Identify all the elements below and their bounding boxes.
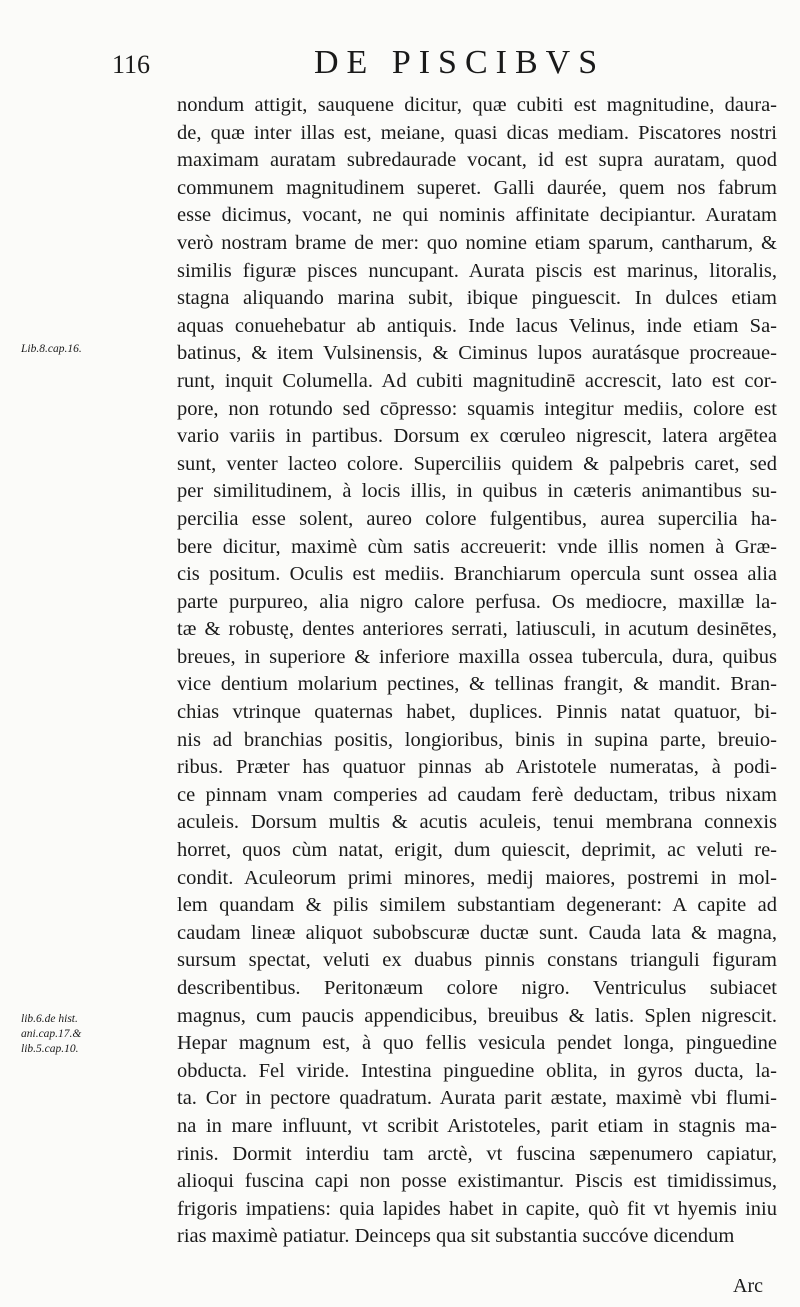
text-line: ta. Cor in pectore quadratum. Aurata parit æstate, maximè vbi flumi- (177, 1087, 777, 1110)
text-line: maximam auratam subredaurade vocant, id est supra auratam, quod (177, 149, 777, 172)
text-line: similis figuræ pisces nuncupant. Aurata piscis est marinus, litoralis, (177, 259, 777, 282)
margin-note: lib.6.de hist. (21, 1013, 78, 1025)
text-line: condit. Aculeorum primi minores, medij maiores, postremi in mol- (177, 866, 777, 889)
margin-note: ani.cap.17.& (21, 1028, 82, 1040)
text-line: frigoris impatiens: quia lapides habet in capite, quò fit vt hyemis iniu (177, 1197, 777, 1220)
text-line: ce pinnam vnam comperies ad caudam ferè deductam, tribus nixam (177, 783, 777, 806)
text-line: nis ad branchias positis, longioribus, binis in supina parte, breuio- (177, 728, 777, 751)
text-line: vario variis in partibus. Dorsum ex cœruleo nigrescit, latera argētea (177, 425, 777, 448)
catchword: Arc (733, 1275, 763, 1297)
text-line: per similitudinem, à locis illis, in quibus in cæteris animantibus su- (177, 480, 777, 503)
margin-note: lib.5.cap.10. (21, 1043, 79, 1055)
text-line: esse dicimus, vocant, ne qui nominis affinitate decipiantur. Auratam (177, 204, 777, 227)
text-line: rinis. Dormit interdiu tam arctè, vt fuscina sæpenumero capiatur, (177, 1142, 777, 1165)
text-line: cis positum. Oculis est mediis. Branchiarum opercula sunt ossea alia (177, 563, 777, 586)
text-line: na in mare influunt, vt scribit Aristoteles, parit etiam in stagnis ma- (177, 1114, 777, 1137)
margin-note: Lib.8.cap.16. (21, 343, 82, 355)
text-line: sunt, venter lacteo colore. Superciliis quidem & palpebris caret, sed (177, 452, 777, 475)
text-line: communem magnitudinem superet. Galli daurée, quem nos fabrum (177, 176, 777, 199)
text-line: de, quæ inter illas est, meiane, quasi dicas mediam. Piscatores nostri (177, 121, 777, 144)
text-line: obducta. Fel viride. Intestina pinguedine oblita, in gyros ducta, la- (177, 1059, 777, 1082)
text-line: vice dentium molarium pectines, & tellinas frangit, & mandit. Bran- (177, 673, 777, 696)
text-line: ribus. Præter has quatuor pinnas ab Aristotele numeratas, à podi- (177, 756, 777, 779)
text-line: percilia esse solent, aureo colore fulgentibus, aurea supercilia ha- (177, 507, 777, 530)
text-line: parte purpureo, alia nigro calore perfusa. Os mediocre, maxillæ la- (177, 590, 777, 613)
page-number: 116 (112, 50, 151, 79)
text-line: batinus, & item Vulsinensis, & Ciminus lupos auratásque procreaue- (177, 342, 777, 365)
text-line: verò nostram brame de mer: quo nomine etiam sparum, cantharum, & (177, 231, 777, 254)
text-line: horret, quos cùm natat, erigit, dum quiescit, deprimit, ac veluti re- (177, 839, 777, 862)
text-line: magnus, cum paucis appendicibus, breuibus & latis. Splen nigrescit. (177, 1004, 777, 1027)
text-line: aculeis. Dorsum multis & acutis aculeis, tenui membrana connexis (177, 811, 777, 834)
text-line: alioqui fuscina capi non posse existimantur. Piscis est timidissimus, (177, 1170, 777, 1193)
text-line: sursum spectat, veluti ex duabus pinnis constans trianguli figuram (177, 949, 777, 972)
text-line: runt, inquit Columella. Ad cubiti magnitudinē accrescit, lato est cor- (177, 369, 777, 392)
text-line: caudam lineæ aliquot subobscuræ ductæ sunt. Cauda lata & magna, (177, 921, 777, 944)
text-line: tæ & robustę, dentes anteriores serrati, latiusculi, in acutum desinētes, (177, 618, 777, 641)
text-line: bere dicitur, maximè cùm satis accreuerit: vnde illis nomen à Græ- (177, 535, 777, 558)
text-line: stagna aliquando marina subit, ibique pinguescit. In dulces etiam (177, 287, 777, 310)
running-title: DE PISCIBVS (314, 44, 606, 81)
text-line: chias vtrinque quaternas habet, duplices. Pinnis natat quatuor, bi- (177, 701, 777, 724)
text-line: nondum attigit, sauquene dicitur, quæ cubiti est magnitudine, daura- (177, 94, 777, 116)
text-line: lem quandam & pilis similem substantiam degenerant: A capite ad (177, 894, 777, 917)
text-line: rias maximè patiatur. Deinceps qua sit substantia succóve dicendum (177, 1225, 735, 1248)
text-line: Hepar magnum est, à quo fellis vesicula pendet longa, pinguedine (177, 1032, 777, 1055)
text-line: aquas conuehebatur ab antiquis. Inde lacus Velinus, inde etiam Sa- (177, 314, 777, 337)
main-text-block (177, 92, 777, 1251)
text-line: pore, non rotundo sed cōpresso: squamis integitur mediis, colore est (177, 397, 777, 420)
text-line: describentibus. Peritonæum colore nigro. Ventriculus subiacet (177, 977, 777, 999)
text-line: breues, in superiore & inferiore maxilla ossea tubercula, dura, quibus (177, 645, 777, 668)
